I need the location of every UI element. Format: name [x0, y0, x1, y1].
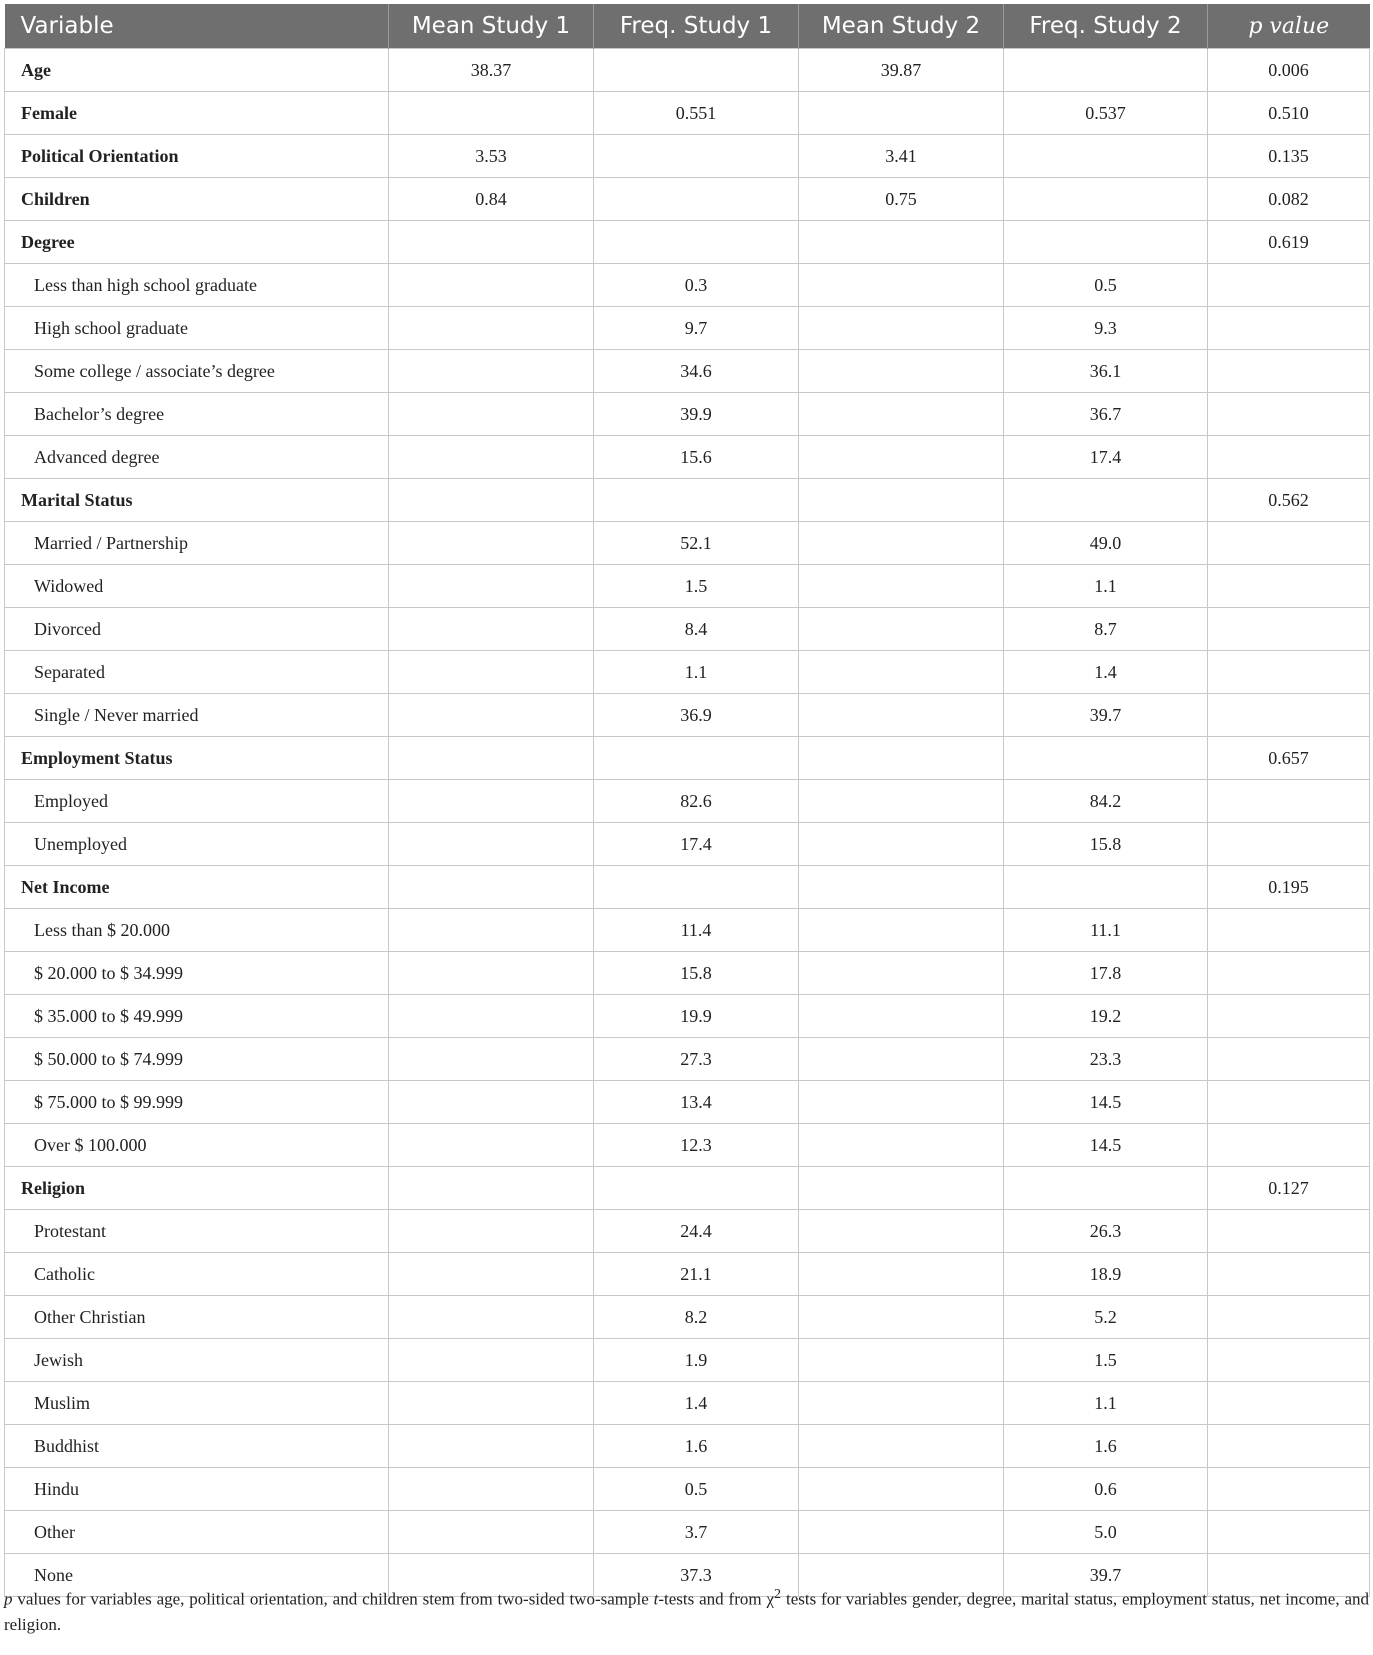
cell-variable: Employment Status [5, 737, 389, 780]
cell-p-value [1208, 522, 1370, 565]
cell-variable: Religion [5, 1167, 389, 1210]
cell-freq-study-2: 39.7 [1004, 694, 1208, 737]
cell-mean-study-2 [799, 1253, 1004, 1296]
table-row-category [5, 1468, 1370, 1511]
cell-variable: Employed [5, 780, 389, 823]
cell-p-value: 0.082 [1208, 178, 1370, 221]
cell-variable: Separated [5, 651, 389, 694]
cell-freq-study-1: 1.4 [594, 1382, 799, 1425]
cell-mean-study-2 [799, 522, 1004, 565]
cell-variable: Unemployed [5, 823, 389, 866]
cell-p-value [1208, 1296, 1370, 1339]
cell-p-value [1208, 436, 1370, 479]
cell-variable: Widowed [5, 565, 389, 608]
cell-p-value: 0.510 [1208, 92, 1370, 135]
table-row-category [5, 393, 1370, 436]
cell-variable: Less than high school graduate [5, 264, 389, 307]
cell-p-value [1208, 1382, 1370, 1425]
table-row-category [5, 651, 1370, 694]
cell-mean-study-1 [389, 1339, 594, 1382]
cell-freq-study-2: 17.8 [1004, 952, 1208, 995]
cell-freq-study-1: 19.9 [594, 995, 799, 1038]
cell-freq-study-1 [594, 866, 799, 909]
cell-p-value [1208, 823, 1370, 866]
cell-freq-study-2: 0.537 [1004, 92, 1208, 135]
cell-p-value: 0.006 [1208, 49, 1370, 92]
cell-mean-study-2 [799, 1210, 1004, 1253]
cell-mean-study-2 [799, 1124, 1004, 1167]
cell-freq-study-1 [594, 178, 799, 221]
cell-freq-study-1: 1.6 [594, 1425, 799, 1468]
cell-p-value [1208, 1425, 1370, 1468]
table-row-variable [5, 479, 1370, 522]
cell-p-value [1208, 565, 1370, 608]
cell-freq-study-1: 27.3 [594, 1038, 799, 1081]
cell-mean-study-1 [389, 1081, 594, 1124]
footnote-t: t [653, 1589, 659, 1609]
cell-mean-study-1 [389, 1296, 594, 1339]
footnote-part3: tests for variables gender, degree, marital status, employment status, net income, and religion. [4, 1589, 1369, 1634]
cell-mean-study-1 [389, 608, 594, 651]
cell-freq-study-2 [1004, 866, 1208, 909]
cell-mean-study-1 [389, 264, 594, 307]
cell-p-value [1208, 307, 1370, 350]
cell-freq-study-1: 8.4 [594, 608, 799, 651]
cell-freq-study-1: 52.1 [594, 522, 799, 565]
table-row-category [5, 952, 1370, 995]
cell-mean-study-1 [389, 1425, 594, 1468]
table-row-category [5, 522, 1370, 565]
cell-p-value [1208, 264, 1370, 307]
table-row-category [5, 608, 1370, 651]
cell-freq-study-2: 14.5 [1004, 1124, 1208, 1167]
table-row-category [5, 995, 1370, 1038]
cell-mean-study-2 [799, 995, 1004, 1038]
cell-p-value [1208, 1511, 1370, 1554]
cell-variable: Buddhist [5, 1425, 389, 1468]
cell-variable: Marital Status [5, 479, 389, 522]
cell-variable: None [5, 1554, 389, 1597]
cell-freq-study-2: 1.1 [1004, 565, 1208, 608]
table-row-variable [5, 49, 1370, 92]
cell-p-value [1208, 1081, 1370, 1124]
cell-freq-study-2: 18.9 [1004, 1253, 1208, 1296]
table-row-category [5, 1253, 1370, 1296]
cell-freq-study-1: 17.4 [594, 823, 799, 866]
cell-freq-study-1 [594, 49, 799, 92]
cell-freq-study-2 [1004, 737, 1208, 780]
cell-mean-study-2 [799, 479, 1004, 522]
cell-mean-study-2 [799, 1425, 1004, 1468]
cell-mean-study-1 [389, 1468, 594, 1511]
table-row-category [5, 1339, 1370, 1382]
cell-variable: Single / Never married [5, 694, 389, 737]
cell-variable: Other [5, 1511, 389, 1554]
cell-p-value: 0.195 [1208, 866, 1370, 909]
cell-mean-study-1 [389, 1124, 594, 1167]
cell-freq-study-1: 34.6 [594, 350, 799, 393]
cell-mean-study-2 [799, 823, 1004, 866]
table-row-variable [5, 221, 1370, 264]
cell-freq-study-2: 26.3 [1004, 1210, 1208, 1253]
cell-variable: Catholic [5, 1253, 389, 1296]
cell-variable: Political Orientation [5, 135, 389, 178]
cell-mean-study-2 [799, 694, 1004, 737]
cell-mean-study-1 [389, 393, 594, 436]
table-row-category [5, 350, 1370, 393]
table-row-variable [5, 866, 1370, 909]
cell-freq-study-2: 1.1 [1004, 1382, 1208, 1425]
cell-mean-study-2 [799, 909, 1004, 952]
cell-mean-study-1 [389, 221, 594, 264]
cell-freq-study-1: 11.4 [594, 909, 799, 952]
cell-freq-study-2 [1004, 1167, 1208, 1210]
cell-freq-study-1: 39.9 [594, 393, 799, 436]
cell-freq-study-2: 17.4 [1004, 436, 1208, 479]
cell-mean-study-2 [799, 608, 1004, 651]
cell-freq-study-2: 9.3 [1004, 307, 1208, 350]
cell-mean-study-1 [389, 737, 594, 780]
p-value-label: p value [1248, 14, 1330, 39]
cell-freq-study-1: 1.5 [594, 565, 799, 608]
cell-variable: Married / Partnership [5, 522, 389, 565]
demographics-table [4, 4, 1370, 1597]
cell-p-value [1208, 1210, 1370, 1253]
cell-mean-study-2 [799, 92, 1004, 135]
cell-variable: Bachelor’s degree [5, 393, 389, 436]
cell-mean-study-1 [389, 1253, 594, 1296]
table-row-category [5, 1511, 1370, 1554]
cell-mean-study-2 [799, 436, 1004, 479]
cell-variable: $ 75.000 to $ 99.999 [5, 1081, 389, 1124]
cell-freq-study-2: 5.0 [1004, 1511, 1208, 1554]
cell-freq-study-1: 9.7 [594, 307, 799, 350]
table-row-variable [5, 135, 1370, 178]
cell-variable: Degree [5, 221, 389, 264]
cell-mean-study-2 [799, 866, 1004, 909]
cell-p-value: 0.619 [1208, 221, 1370, 264]
cell-mean-study-2 [799, 651, 1004, 694]
table-row-category [5, 694, 1370, 737]
cell-mean-study-1 [389, 1167, 594, 1210]
cell-mean-study-1 [389, 1511, 594, 1554]
cell-variable: $ 35.000 to $ 49.999 [5, 995, 389, 1038]
cell-mean-study-1 [389, 522, 594, 565]
col-header-freq-study-1: Freq. Study 1 [594, 4, 799, 49]
footnote-sup: 2 [774, 1586, 782, 1602]
table-row-variable [5, 178, 1370, 221]
cell-variable: Muslim [5, 1382, 389, 1425]
cell-mean-study-2 [799, 1167, 1004, 1210]
cell-freq-study-2: 1.4 [1004, 651, 1208, 694]
cell-mean-study-2: 3.41 [799, 135, 1004, 178]
cell-p-value [1208, 393, 1370, 436]
cell-mean-study-2 [799, 565, 1004, 608]
cell-freq-study-1: 82.6 [594, 780, 799, 823]
col-header-mean-study-2: Mean Study 2 [799, 4, 1004, 49]
table-row-category [5, 780, 1370, 823]
table-row-category [5, 1382, 1370, 1425]
cell-freq-study-2: 0.5 [1004, 264, 1208, 307]
cell-freq-study-1: 12.3 [594, 1124, 799, 1167]
cell-mean-study-1 [389, 350, 594, 393]
cell-freq-study-2 [1004, 178, 1208, 221]
col-header-mean-study-1: Mean Study 1 [389, 4, 594, 49]
cell-freq-study-2: 84.2 [1004, 780, 1208, 823]
cell-freq-study-2: 15.8 [1004, 823, 1208, 866]
col-header-variable: Variable [5, 4, 389, 49]
cell-p-value [1208, 1253, 1370, 1296]
table-row-category [5, 1296, 1370, 1339]
cell-mean-study-2 [799, 221, 1004, 264]
cell-p-value [1208, 651, 1370, 694]
cell-freq-study-2 [1004, 49, 1208, 92]
cell-mean-study-1 [389, 651, 594, 694]
table-container [4, 4, 1369, 1597]
cell-p-value [1208, 608, 1370, 651]
cell-mean-study-1: 38.37 [389, 49, 594, 92]
cell-mean-study-1 [389, 1038, 594, 1081]
cell-variable: Other Christian [5, 1296, 389, 1339]
cell-mean-study-1 [389, 823, 594, 866]
cell-mean-study-1 [389, 1210, 594, 1253]
cell-p-value [1208, 909, 1370, 952]
cell-freq-study-2: 19.2 [1004, 995, 1208, 1038]
cell-mean-study-2 [799, 1081, 1004, 1124]
table-row-category [5, 823, 1370, 866]
cell-freq-study-1 [594, 1167, 799, 1210]
cell-variable: High school graduate [5, 307, 389, 350]
cell-variable: $ 50.000 to $ 74.999 [5, 1038, 389, 1081]
cell-p-value [1208, 1468, 1370, 1511]
table-body [5, 49, 1370, 1597]
cell-mean-study-1 [389, 866, 594, 909]
cell-p-value [1208, 1339, 1370, 1382]
cell-mean-study-2 [799, 1296, 1004, 1339]
cell-variable: Children [5, 178, 389, 221]
footnote-p: p [4, 1589, 13, 1609]
cell-p-value: 0.562 [1208, 479, 1370, 522]
cell-mean-study-2 [799, 1511, 1004, 1554]
cell-p-value [1208, 952, 1370, 995]
cell-p-value: 0.127 [1208, 1167, 1370, 1210]
cell-p-value: 0.135 [1208, 135, 1370, 178]
cell-freq-study-2 [1004, 479, 1208, 522]
cell-mean-study-2: 39.87 [799, 49, 1004, 92]
cell-mean-study-2 [799, 780, 1004, 823]
table-row-variable [5, 737, 1370, 780]
cell-p-value [1208, 995, 1370, 1038]
cell-freq-study-1: 8.2 [594, 1296, 799, 1339]
cell-freq-study-1: 36.9 [594, 694, 799, 737]
col-header-freq-study-2: Freq. Study 2 [1004, 4, 1208, 49]
table-row-variable [5, 92, 1370, 135]
cell-freq-study-1: 1.1 [594, 651, 799, 694]
cell-mean-study-2 [799, 1339, 1004, 1382]
cell-freq-study-2: 5.2 [1004, 1296, 1208, 1339]
cell-freq-study-1: 15.8 [594, 952, 799, 995]
cell-freq-study-2: 49.0 [1004, 522, 1208, 565]
footnote-part2: -tests and from χ [658, 1589, 775, 1609]
cell-freq-study-2: 14.5 [1004, 1081, 1208, 1124]
cell-freq-study-1: 0.3 [594, 264, 799, 307]
cell-freq-study-1: 21.1 [594, 1253, 799, 1296]
cell-freq-study-2: 0.6 [1004, 1468, 1208, 1511]
cell-mean-study-1 [389, 92, 594, 135]
cell-p-value [1208, 780, 1370, 823]
table-footnote [4, 1582, 1369, 1637]
table-row-category [5, 1124, 1370, 1167]
cell-variable: Protestant [5, 1210, 389, 1253]
cell-freq-study-2: 11.1 [1004, 909, 1208, 952]
table-row-category [5, 436, 1370, 479]
cell-mean-study-1 [389, 780, 594, 823]
cell-mean-study-1 [389, 565, 594, 608]
table-row-category [5, 1038, 1370, 1081]
table-row-category [5, 1081, 1370, 1124]
cell-freq-study-1 [594, 479, 799, 522]
cell-freq-study-1 [594, 135, 799, 178]
footnote-part1: values for variables age, political orientation, and children stem from two-sided two-sample [12, 1589, 654, 1609]
cell-freq-study-2: 1.5 [1004, 1339, 1208, 1382]
cell-freq-study-1: 0.551 [594, 92, 799, 135]
cell-variable: Female [5, 92, 389, 135]
cell-variable: Advanced degree [5, 436, 389, 479]
cell-freq-study-2: 1.6 [1004, 1425, 1208, 1468]
table-row-category [5, 307, 1370, 350]
cell-freq-study-2 [1004, 221, 1208, 264]
cell-mean-study-2 [799, 393, 1004, 436]
table-row-category [5, 1210, 1370, 1253]
cell-mean-study-1 [389, 995, 594, 1038]
cell-freq-study-2: 36.7 [1004, 393, 1208, 436]
cell-p-value [1208, 694, 1370, 737]
cell-mean-study-1 [389, 479, 594, 522]
cell-mean-study-1: 0.84 [389, 178, 594, 221]
cell-variable: $ 20.000 to $ 34.999 [5, 952, 389, 995]
cell-mean-study-2 [799, 264, 1004, 307]
table-row-category [5, 909, 1370, 952]
cell-mean-study-1 [389, 307, 594, 350]
table-row-category [5, 1425, 1370, 1468]
cell-freq-study-2: 36.1 [1004, 350, 1208, 393]
col-header-p-value [1208, 4, 1370, 49]
cell-variable: Less than $ 20.000 [5, 909, 389, 952]
cell-mean-study-2 [799, 350, 1004, 393]
cell-freq-study-1 [594, 221, 799, 264]
cell-freq-study-1: 24.4 [594, 1210, 799, 1253]
cell-p-value [1208, 1124, 1370, 1167]
cell-p-value [1208, 1038, 1370, 1081]
cell-mean-study-1 [389, 694, 594, 737]
cell-mean-study-2 [799, 1038, 1004, 1081]
cell-mean-study-1 [389, 436, 594, 479]
cell-variable: Some college / associate’s degree [5, 350, 389, 393]
cell-mean-study-2 [799, 952, 1004, 995]
cell-freq-study-1: 1.9 [594, 1339, 799, 1382]
cell-mean-study-1 [389, 909, 594, 952]
cell-mean-study-1: 3.53 [389, 135, 594, 178]
cell-freq-study-1: 15.6 [594, 436, 799, 479]
cell-mean-study-2 [799, 1382, 1004, 1425]
cell-mean-study-2 [799, 1468, 1004, 1511]
cell-freq-study-1: 37.3 [594, 1554, 799, 1597]
cell-variable: Over $ 100.000 [5, 1124, 389, 1167]
cell-variable: Jewish [5, 1339, 389, 1382]
cell-freq-study-2: 23.3 [1004, 1038, 1208, 1081]
cell-freq-study-1: 0.5 [594, 1468, 799, 1511]
cell-freq-study-1: 13.4 [594, 1081, 799, 1124]
cell-mean-study-2 [799, 307, 1004, 350]
cell-mean-study-1 [389, 952, 594, 995]
cell-freq-study-1: 3.7 [594, 1511, 799, 1554]
cell-p-value [1208, 350, 1370, 393]
table-header-row [5, 4, 1370, 49]
cell-freq-study-2 [1004, 135, 1208, 178]
cell-variable: Net Income [5, 866, 389, 909]
cell-mean-study-1 [389, 1382, 594, 1425]
table-row-category [5, 565, 1370, 608]
cell-freq-study-2: 39.7 [1004, 1554, 1208, 1597]
cell-variable: Age [5, 49, 389, 92]
cell-freq-study-1 [594, 737, 799, 780]
table-row-variable [5, 1167, 1370, 1210]
table-row-category [5, 264, 1370, 307]
cell-p-value: 0.657 [1208, 737, 1370, 780]
cell-variable: Hindu [5, 1468, 389, 1511]
cell-variable: Divorced [5, 608, 389, 651]
cell-mean-study-2: 0.75 [799, 178, 1004, 221]
cell-freq-study-2: 8.7 [1004, 608, 1208, 651]
cell-mean-study-2 [799, 737, 1004, 780]
